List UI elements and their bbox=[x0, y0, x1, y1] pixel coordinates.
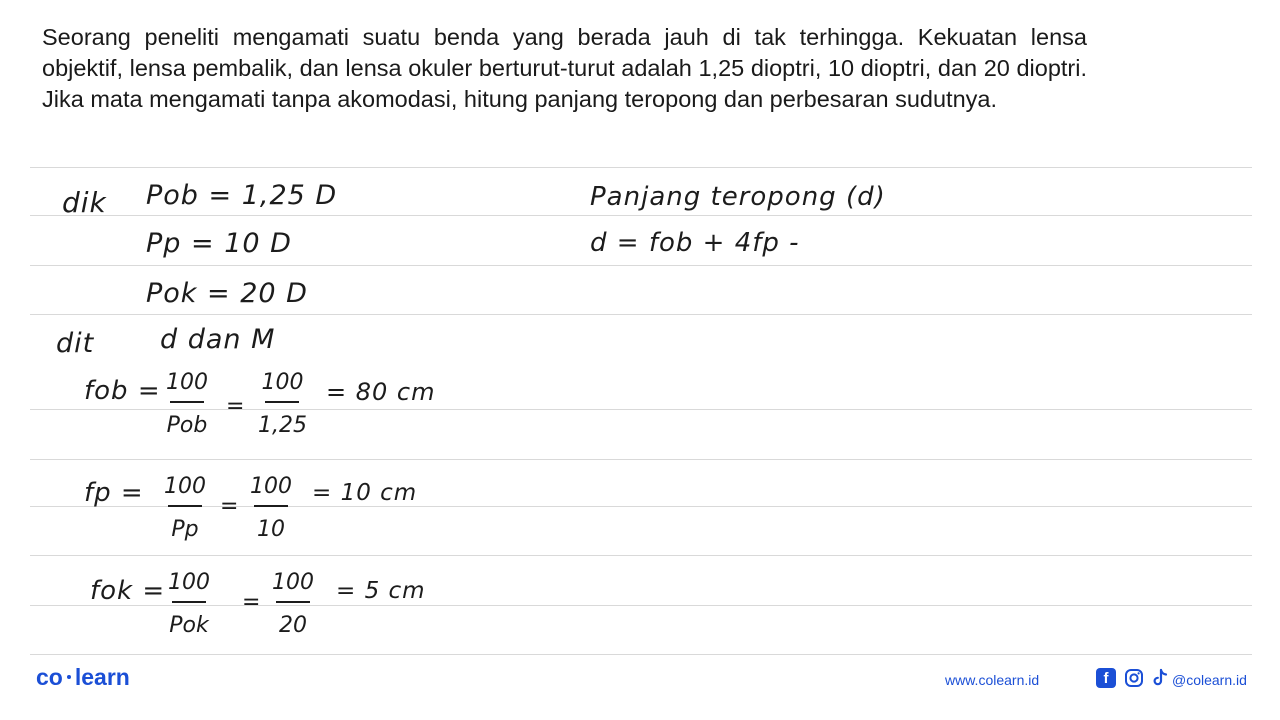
fob-fraction-2 bbox=[254, 370, 311, 438]
fok-fraction-1 bbox=[164, 570, 214, 638]
fok-result: = 5 cm bbox=[336, 578, 426, 604]
ruled-line bbox=[30, 409, 1252, 410]
facebook-icon[interactable]: f bbox=[1096, 668, 1116, 688]
fob-numerator: 100 bbox=[261, 370, 304, 395]
website-link[interactable]: www.colearn.id bbox=[945, 672, 1040, 688]
fp-denominator: Pp bbox=[171, 517, 199, 542]
ruled-line bbox=[30, 654, 1252, 655]
dit-value: d dan M bbox=[160, 324, 276, 355]
dit-label: dit bbox=[56, 328, 95, 359]
fok-numerator: 100 bbox=[168, 570, 210, 595]
ruled-line bbox=[30, 215, 1252, 216]
equals-sign: = bbox=[220, 494, 240, 519]
fraction-bar bbox=[276, 601, 310, 603]
ruled-line bbox=[30, 265, 1252, 266]
logo-text-learn: learn bbox=[74, 664, 130, 690]
pok-given: Pok = 20 D bbox=[146, 278, 308, 309]
fp-fraction-2 bbox=[246, 474, 296, 542]
instagram-icon[interactable] bbox=[1124, 668, 1144, 688]
length-formula: d = fob + 4fp - bbox=[590, 228, 800, 258]
fraction-bar bbox=[168, 505, 202, 507]
fraction-bar bbox=[170, 401, 204, 403]
fob-denominator: 1,25 bbox=[258, 413, 307, 438]
fok-fraction-2 bbox=[268, 570, 318, 638]
ruled-line bbox=[30, 506, 1252, 507]
fp-denominator: 10 bbox=[257, 517, 285, 542]
fok-numerator: 100 bbox=[272, 570, 314, 595]
ruled-line bbox=[30, 459, 1252, 460]
fok-denominator: 20 bbox=[279, 613, 307, 638]
dik-label: dik bbox=[62, 186, 107, 219]
colearn-logo[interactable] bbox=[36, 664, 130, 691]
pp-given: Pp = 10 D bbox=[146, 228, 292, 259]
fraction-bar bbox=[172, 601, 206, 603]
pob-given: Pob = 1,25 D bbox=[146, 180, 338, 211]
fok-lhs: fok = bbox=[90, 576, 166, 606]
logo-text-co: co bbox=[36, 664, 63, 690]
problem-statement: Seorang peneliti mengamati suatu benda yang berada jauh di tak terhingga. Kekuatan lensa objektif, lensa pembalik, dan lensa okuler berturut-turut adalah 1,25 dioptri, 10 dioptri, dan 20 dioptri. Jika mata mengamati tanpa akomodasi, hitung panjang teropong dan perbesaran sudutnya. bbox=[42, 24, 1087, 112]
tiktok-icon[interactable] bbox=[1150, 668, 1170, 688]
fok-denominator: Pok bbox=[169, 613, 209, 638]
social-handle[interactable]: @colearn.id bbox=[1172, 672, 1247, 688]
ruled-line bbox=[30, 314, 1252, 315]
fp-result: = 10 cm bbox=[312, 480, 418, 506]
fp-numerator: 100 bbox=[250, 474, 292, 499]
panjang-teropong-title: Panjang teropong (d) bbox=[590, 182, 886, 212]
fob-denominator: Pob bbox=[166, 413, 208, 438]
ruled-line bbox=[30, 555, 1252, 556]
equals-sign: = bbox=[242, 590, 262, 615]
equals-sign: = bbox=[226, 394, 246, 419]
fp-lhs: fp = bbox=[84, 478, 144, 508]
fp-numerator: 100 bbox=[164, 474, 206, 499]
fob-result: = 80 cm bbox=[326, 378, 436, 406]
fob-lhs: fob = bbox=[84, 376, 161, 406]
fraction-bar bbox=[254, 505, 288, 507]
fob-fraction-1 bbox=[162, 370, 212, 438]
fraction-bar bbox=[265, 401, 299, 403]
logo-dot bbox=[67, 675, 71, 679]
fp-fraction-1 bbox=[160, 474, 210, 542]
ruled-line bbox=[30, 167, 1252, 168]
fob-numerator: 100 bbox=[166, 370, 208, 395]
